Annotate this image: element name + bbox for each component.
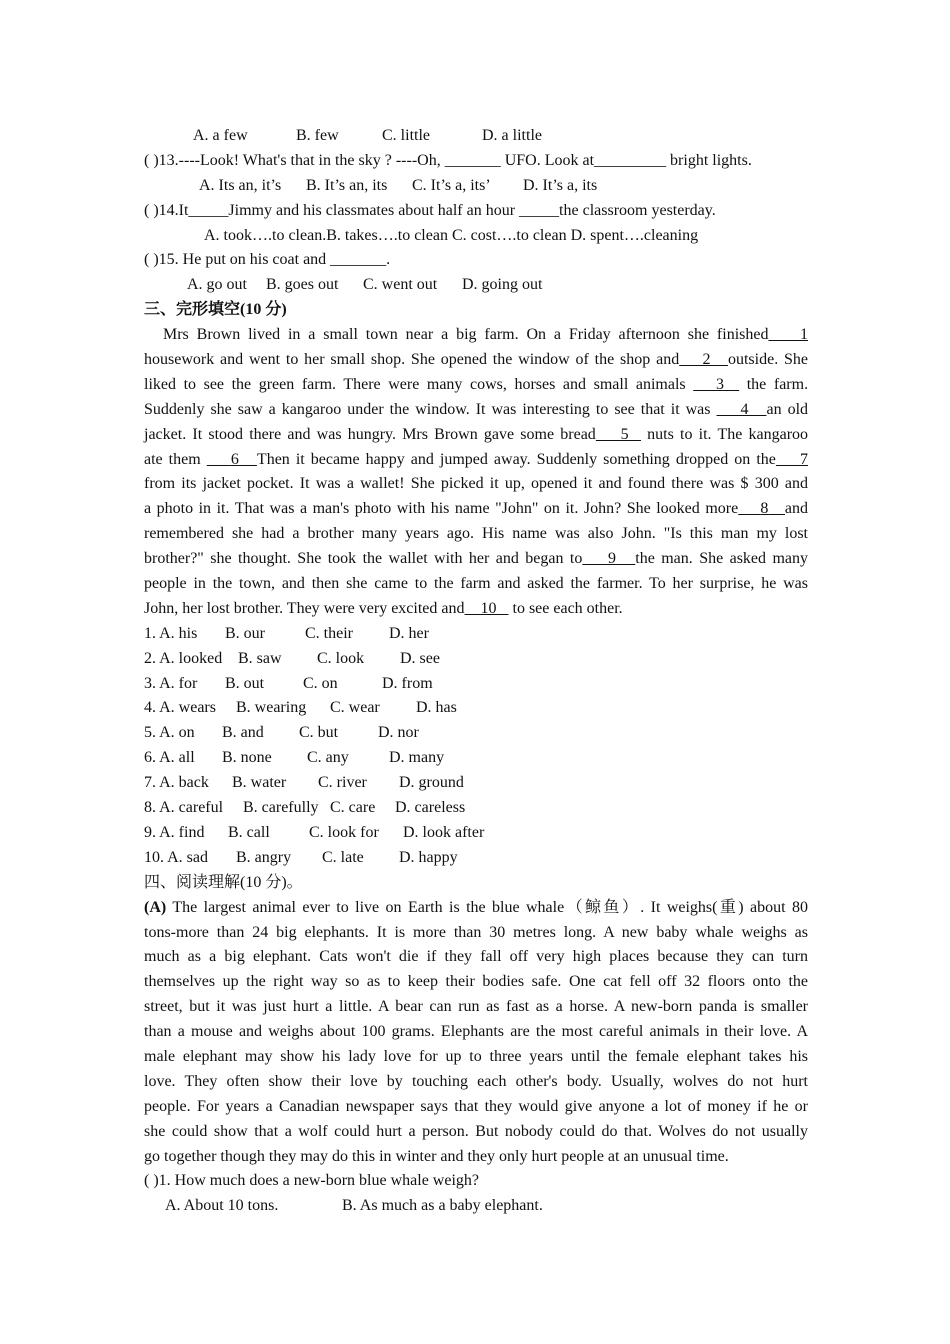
passage-line: remembered she had a brother many years ago. His name was also John. "Is this man my lost: [144, 525, 808, 543]
option: D. going out: [462, 276, 543, 294]
passage-line: people. For years a Canadian newspaper says that they would give anyone a lot of money if he or: [144, 1097, 808, 1115]
choice-row: 4. A. wears B. wearing C. wear D. has: [144, 699, 457, 717]
option: D. a little: [482, 127, 542, 144]
choice-row: 6. A. all B. none C. any D. many: [144, 749, 445, 767]
passage-line: John, her lost brother. They were very excited and 10 to see each other.: [144, 599, 623, 617]
q12-options: [144, 124, 808, 149]
passage-line: liked to see the green farm. There were many cows, horses and small animals 3 the farm.: [144, 375, 809, 393]
passage-line: people in the town, and then she came to the farm and asked the farmer. To her surprise, he was: [144, 575, 808, 593]
passage-line: from its jacket pocket. It was a wallet! She picked it up, opened it and found there was $ 300 and: [144, 475, 808, 493]
passage-line: street, but it was just hurt a little. A bear can run as fast as a horse. A new-born panda is smaller: [144, 998, 808, 1016]
worksheet-page: [144, 124, 808, 1219]
passage-line: themselves up the right way so as to keep their bodies safe. One cat fell off 32 floors onto the: [144, 973, 808, 991]
blank: 1: [800, 326, 808, 344]
passage-line: tons-more than 24 big elephants. It is more than 30 metres long. A new baby whale weighs as: [144, 923, 808, 941]
blank: 2: [702, 351, 711, 369]
cloze-passage: [144, 323, 808, 622]
option: C. little: [382, 127, 430, 144]
reading-q1-stem: ( )1. How much does a new-born blue whale weigh?: [144, 1172, 480, 1190]
q13-options: [144, 174, 808, 199]
passage-line: brother?" she thought. She took the wallet with her and began to 9 the man. She asked many: [144, 550, 809, 568]
passage-line: ate them 6 Then it became happy and jumped away. Suddenly something dropped on the 7: [144, 450, 809, 468]
blank: 10: [480, 599, 497, 617]
option: A. Its an, it’s: [199, 176, 282, 194]
choice-row: 2. A. looked B. saw C. look D. see: [144, 649, 440, 667]
option: B. It’s an, its: [306, 176, 388, 194]
passage-line: jacket. It stood there and was hungry. Mrs Brown gave some bread 5 nuts to it. The kangaroo: [144, 425, 809, 443]
blank: 4: [740, 400, 749, 418]
section-title: 三、完形填空(10 分): [144, 301, 287, 319]
choice-row: 8. A. careful B. carefully C. care D. careless: [144, 799, 466, 817]
passage-line: (A) The largest animal ever to live on Earth is the blue whale（鲸鱼）. It weighs(重) about 80: [144, 898, 808, 916]
blank: 7: [800, 450, 809, 468]
option: A. go out: [187, 276, 247, 294]
option: C. went out: [363, 276, 438, 294]
blank: 5: [620, 425, 629, 443]
section-title: 四、阅读理解(10 分)。: [144, 873, 303, 891]
q15-options: [144, 273, 808, 298]
reading-q1-options: [144, 1194, 808, 1219]
option: B. goes out: [266, 276, 339, 294]
reading-passage: [144, 896, 808, 1170]
option: B. As much as a baby elephant.: [342, 1197, 543, 1215]
passage-line: she could show that a wolf could hurt a person. But nobody could do that. Wolves do not usually: [144, 1122, 808, 1140]
choice-row: 1. A. his B. our C. their D. her: [144, 624, 429, 642]
passage-line: Mrs Brown lived in a small town near a big farm. On a Friday afternoon she finished 1: [163, 326, 808, 344]
choice-row: 10. A. sad B. angry C. late D. happy: [144, 848, 458, 866]
passage-line: much as a big elephant. Cats won't die if they fall off very high places because they can turn: [144, 948, 808, 966]
choice-row: 5. A. on B. and C. but D. nor: [144, 724, 419, 742]
q14-options: A. took….to clean.B. takes….to clean C. cost….to clean D. spent….cleaning: [204, 226, 699, 244]
q15-stem: ( )15. He put on his coat and _______.: [144, 251, 391, 269]
passage-line: go together though they may do this in winter and they only hurt people at an unusual time.: [144, 1147, 729, 1165]
option: C. It’s a, its’: [412, 176, 491, 194]
blank: 6: [230, 450, 239, 468]
passage-line: than a mouse and weighs about 100 grams. Elephants are the most careful animals in their love. A: [144, 1023, 808, 1041]
option: D. It’s a, its: [523, 176, 598, 194]
choice-row: 9. A. find B. call C. look for D. look after: [144, 823, 485, 841]
option: B. few: [296, 127, 339, 144]
passage-line: male elephant may show his lady love for up to three years until the female elephant takes his: [144, 1047, 808, 1065]
blank: 3: [715, 375, 724, 393]
passage-line: love. They often show their love by touching each other's body. Usually, wolves do not hurt: [144, 1072, 808, 1090]
option: A. a few: [193, 127, 248, 144]
q13-stem: ( )13.----Look! What's that in the sky ? ----Oh, _______ UFO. Look at_________ bright lights.: [144, 151, 752, 169]
passage-label: (A): [144, 898, 167, 916]
passage-line: Suddenly she saw a kangaroo under the window. It was interesting to see that it was 4 an old: [144, 400, 809, 418]
blank: 8: [760, 500, 769, 518]
passage-line: housework and went to her small shop. She opened the window of the shop and 2 outside. She: [144, 351, 809, 369]
choice-row: 3. A. for B. out C. on D. from: [144, 674, 433, 692]
q14-stem: ( )14.It_____Jimmy and his classmates about half an hour _____the classroom yesterday.: [144, 201, 716, 219]
option: A. About 10 tons.: [165, 1197, 279, 1215]
blank: 9: [608, 550, 617, 568]
passage-line: a photo in it. That was a man's photo with his name "John" on it. John? She looked more 8 and: [144, 500, 809, 518]
choice-row: 7. A. back B. water C. river D. ground: [144, 774, 464, 792]
